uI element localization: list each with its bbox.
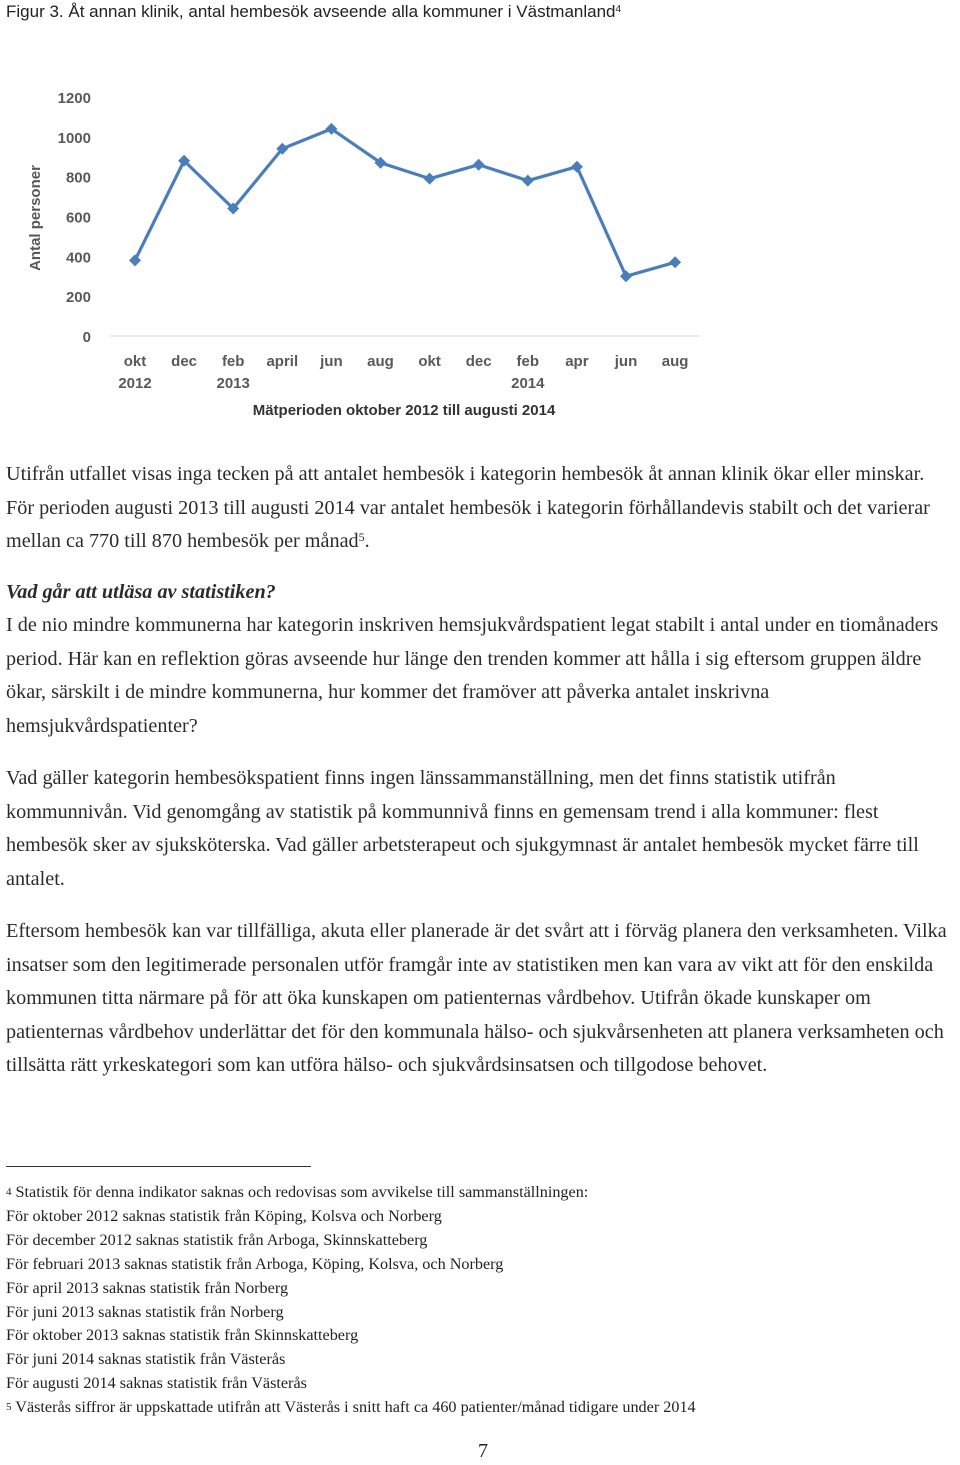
data-point	[620, 270, 632, 282]
footnote-divider	[6, 1166, 311, 1167]
data-point	[669, 256, 681, 268]
y-axis-label: Antal personer	[27, 165, 44, 271]
data-point	[473, 159, 485, 171]
footnote-line: För oktober 2013 saknas statistik från Skinnskatteberg	[6, 1326, 359, 1345]
line-chart	[0, 60, 720, 430]
page-number: 7	[478, 1440, 488, 1462]
x-tick-label: jun	[320, 353, 343, 370]
footnote-line: För april 2013 saknas statistik från Norberg	[6, 1278, 289, 1297]
footnote-line: För juni 2013 saknas statistik från Norberg	[6, 1302, 284, 1321]
paragraph-2: I de nio mindre kommunerna har kategorin inskriven hemsjukvårdspatient legat stabilt i antal under en tiomånaders period. Här kan en reflektion göras avseende hur länge den trenden kommer att hålla i sig eftersom gruppen äldre ökar, särskilt i de mindre kommunerna, hur kommer det framöver att påverka antalet inskrivna hemsjukvårdspatienter?	[6, 614, 939, 737]
y-tick-label: 1000	[57, 129, 91, 147]
x-axis-label: Mätperioden oktober 2012 till augusti 2014	[252, 402, 556, 419]
y-tick-label: 600	[65, 209, 91, 227]
data-point	[522, 175, 534, 187]
y-tick-label: 0	[82, 329, 91, 346]
y-tick-label: 400	[65, 249, 91, 267]
x-tick-label: feb	[221, 353, 245, 370]
x-tick-label: dec	[171, 353, 198, 370]
section-heading: Vad går att utläsa av statistiken?	[6, 580, 276, 603]
paragraph-3: Vad gäller kategorin hembesökspatient finns ingen länssammanställning, men det finns statistik utifrån kommunnivån. Vid genomgång av statistik på kommunnivå finns en gemensam trend i alla kommuner: flest hembesök sker av sjuksköterska. Vad gäller arbetsterapeut och sjukgymnast är antalet hembesök mycket färre till antalet.	[6, 767, 919, 890]
x-tick-year-label: 2014	[511, 375, 545, 392]
footnote-4-mark: 4	[6, 1186, 12, 1198]
x-tick-label: okt	[418, 353, 441, 370]
x-tick-label: feb	[516, 353, 540, 370]
paragraph-1	[6, 458, 956, 559]
y-tick-label: 200	[65, 289, 91, 307]
footnote-4	[6, 1181, 956, 1205]
figure-caption-text: Figur 3. Åt annan klinik, antal hembesök avseende alla kommuner i Västmanland	[6, 2, 616, 21]
footnote-line: För augusti 2014 saknas statistik från Västerås	[6, 1374, 307, 1393]
x-tick-year-label: 2012	[118, 375, 152, 392]
series-line	[135, 129, 675, 276]
paragraph-4: Eftersom hembesök kan var tillfälliga, akuta eller planerade är det svårt att i förväg planera den verksamheten. Vilka insatser som den legitimerade personalen utför framgår inte av statistiken men kan vara av vikt att för den enskilda kommunen titta närmare på för att öka kunskapen om patienternas vårdbehov. Utifrån ökade kunskaper om patienternas vårdbehov underlättar det för den kommunala hälso- och sjukvårsenheten att planera verksamheten och tillsätta rätt yrkeskategori som kan utföra hälso- och sjukvårdsinsatsen och tillgodose behovet.	[6, 920, 947, 1076]
data-point	[571, 161, 583, 173]
body-text	[6, 458, 956, 1083]
x-tick-label: aug	[367, 353, 394, 370]
footnote-line: För oktober 2012 saknas statistik från Köping, Kolsva och Norberg	[6, 1206, 442, 1225]
x-tick-label: okt	[123, 353, 147, 370]
footnotes	[6, 1181, 956, 1420]
paragraph-1-end: .	[364, 530, 370, 552]
x-tick-label: apr	[565, 353, 589, 370]
footnote-5-text: Västerås siffror är uppskattade utifrån att Västerås i snitt haft ca 460 patienter/månad tidigare under 2014	[11, 1398, 696, 1417]
footnote-5	[6, 1396, 956, 1420]
x-tick-label: aug	[661, 353, 689, 370]
footnote-4-text: Statistik för denna indikator saknas och redovisas som avvikelse till sammanställningen:	[11, 1183, 589, 1201]
figure-caption	[6, 2, 956, 22]
x-tick-label: jun	[614, 353, 638, 370]
footnote-line: För december 2012 saknas statistik från Arboga, Skinnskatteberg	[6, 1230, 428, 1249]
footnote-line: För februari 2013 saknas statistik från Arboga, Köping, Kolsva, och Norberg	[6, 1254, 504, 1273]
footnote-5-mark: 5	[6, 1401, 12, 1414]
y-tick-label: 800	[65, 169, 91, 187]
data-point	[424, 173, 436, 185]
paragraph-1-text: Utifrån utfallet visas inga tecken på att antalet hembesök i kategorin hembesök åt annan klinik ökar eller minskar. För perioden augusti 2013 till augusti 2014 var antalet hembesök i kategorin förhållandevis stabilt och det varierar mellan ca 770 till 870 hembesök per månad	[6, 463, 930, 552]
y-tick-label: 1200	[57, 90, 91, 107]
x-tick-year-label: 2013	[216, 375, 250, 392]
footnote-line: För juni 2014 saknas statistik från Västerås	[6, 1350, 286, 1369]
x-tick-label: dec	[465, 353, 492, 370]
x-tick-label: april	[266, 353, 299, 370]
footnote-ref-5: 5	[358, 530, 365, 544]
figure-caption-footnote-ref: 4	[615, 4, 622, 15]
data-point	[129, 254, 141, 266]
